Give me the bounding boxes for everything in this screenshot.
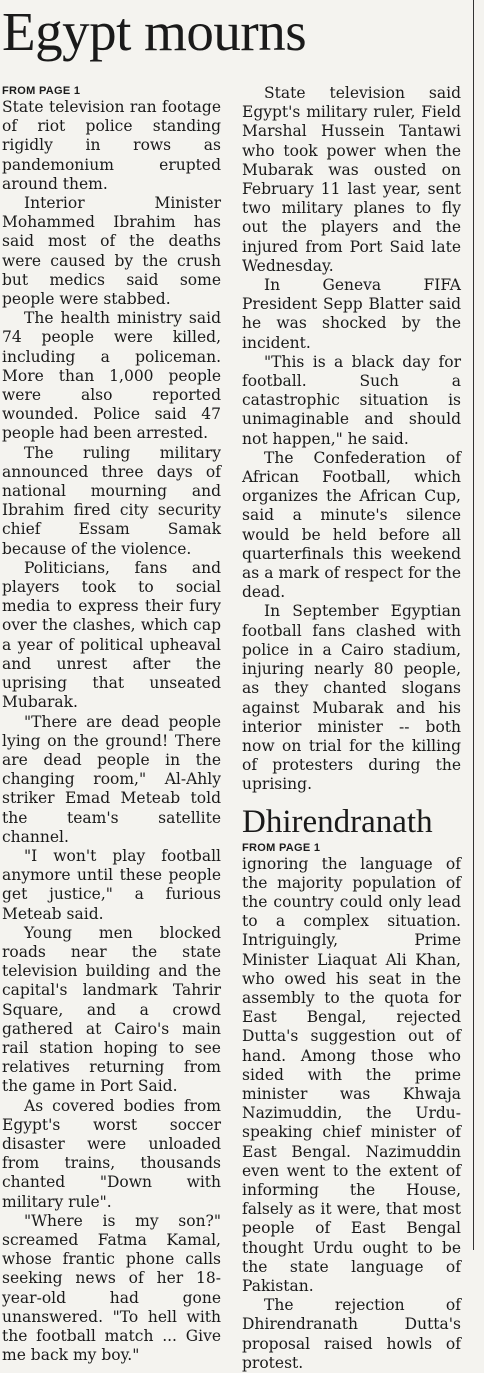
kicker: FROM PAGE 1 bbox=[2, 85, 81, 97]
paragraph: ignoring the language of the majority population of the country could only lead to a complex situation. Intriguingly, Prime Minister Liaquat Ali Khan, who owed his seat in the assembly to the quota for East Bengal, rejected Dutta's suggestion out of hand. Among those who sided with the prime minister was Khwaja Nazimuddin, the Urdu-speaking chief minister of East Bengal. Nazimuddin even went to the extent of informing the House, falsely as it were, that most people of East Bengal thought Urdu ought to be the state language of Pakistan. bbox=[242, 854, 461, 1295]
paragraph: "This is a black day for football. Such a catastrophic situation is unimaginable and should not happen," he said. bbox=[242, 352, 461, 448]
headline: Egypt mourns bbox=[2, 1, 307, 62]
paragraph: As covered bodies from Egypt's worst soccer disaster were unloaded from trains, thousands chanted "Down with military rule". bbox=[2, 1096, 221, 1211]
paragraph: State television ran footage of riot police standing rigidly in rows as pandemonium erupted around them. bbox=[2, 98, 221, 193]
paragraph: "There are dead people lying on the ground! There are dead people in the changing room," Al-Ahly striker Emad Meteab told the team's satellite channel. bbox=[2, 712, 221, 846]
column-1 bbox=[2, 84, 221, 1365]
column-rule bbox=[473, 0, 474, 1250]
paragraph: The ruling military announced three days of national mourning and Ibrahim fired city security chief Essam Samak because of the violence. bbox=[2, 443, 221, 558]
column-2 bbox=[242, 84, 461, 1373]
second-kicker: FROM PAGE 1 bbox=[242, 841, 321, 854]
paragraph: The health ministry said 74 people were killed, including a policeman. More than 1,000 people were also reported wounded. Police said 47 people had been arrested. bbox=[2, 309, 221, 443]
paragraph: Interior Minister Mohammed Ibrahim has said most of the deaths were caused by the crush but medics said some people were stabbed. bbox=[2, 194, 221, 309]
paragraph: The Confederation of African Football, which organizes the African Cup, said a minute's silence would be held before all quarterfinals this weekend as a mark of respect for the dead. bbox=[242, 448, 461, 602]
paragraph: "Where is my son?" screamed Fatma Kamal, whose frantic phone calls seeking news of her 18-year-old had gone unanswered. "To hell with the football match ... Give me back my boy." bbox=[2, 1211, 221, 1365]
adjacent-column-edge bbox=[476, 0, 484, 1250]
paragraph: In Geneva FIFA President Sepp Blatter said he was shocked by the incident. bbox=[242, 276, 461, 352]
paragraph: State television said Egypt's military ruler, Field Marshal Hussein Tantawi who took power when the Mubarak was ousted on February 11 last year, sent two military planes to fly out the players and the injured from Port Said late Wednesday. bbox=[242, 84, 461, 275]
second-headline: Dhirendranath bbox=[242, 803, 433, 840]
paragraph: "I won't play football anymore until these people get justice," a furious Meteab said. bbox=[2, 846, 221, 923]
paragraph: In September Egyptian football fans clashed with police in a Cairo stadium, injuring nearly 80 people, as they chanted slogans against Mubarak and his interior minister -- both now on trial for the killing of protesters during the uprising. bbox=[242, 602, 461, 794]
paragraph: The rejection of Dhirendranath Dutta's proposal raised howls of protest. bbox=[242, 1296, 461, 1372]
paragraph: Politicians, fans and players took to social media to express their fury over the clashes, which cap a year of political upheaval and unrest after the uprising that unseated Mubarak. bbox=[2, 558, 221, 712]
paragraph: Young men blocked roads near the state television building and the capital's landmark Tahrir Square, and a crowd gathered at Cairo's main rail station hoping to see relatives returning from the game in Port Said. bbox=[2, 923, 221, 1096]
